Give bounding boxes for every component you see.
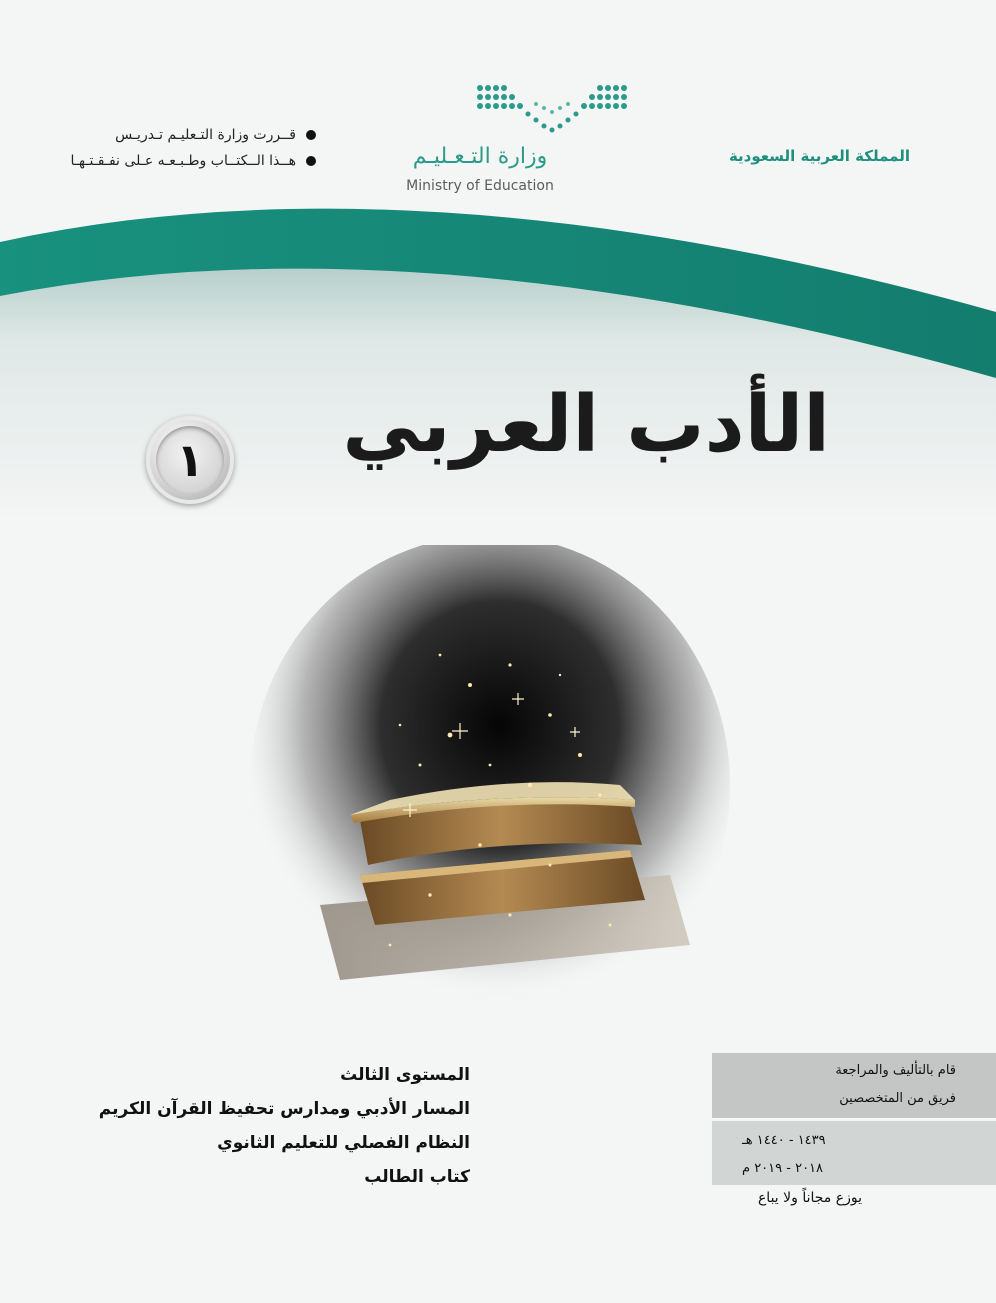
notice-line — [16, 148, 316, 174]
volume-number: ١ — [156, 426, 224, 494]
ministry-logo-icon — [472, 80, 632, 140]
notice-line — [16, 122, 316, 148]
free-distribution-note: يوزع مجاناً ولا يباع — [757, 1190, 862, 1206]
authored-by-label: قام بالتأليف والمراجعة — [835, 1063, 956, 1078]
ministry-name-english: Ministry of Education — [406, 178, 554, 194]
notice-line-2-text: هــذا الــكتــاب وطـبـعـه عـلى نفـقـتـهـا — [70, 153, 296, 169]
bullet-icon — [306, 130, 316, 140]
kingdom-name: المملكة العربية السعودية — [728, 147, 910, 165]
bullet-icon — [306, 156, 316, 166]
authorship-panel — [712, 1053, 996, 1185]
book-title: الأدب العربي — [342, 380, 830, 470]
volume-badge — [146, 416, 234, 504]
year-box — [712, 1121, 996, 1185]
level-label: المستوى الثالث — [340, 1065, 470, 1085]
authorship-box — [712, 1053, 996, 1118]
year-gregorian: ٢٠١٨ - ٢٠١٩ م — [742, 1161, 824, 1176]
track-label: المسار الأدبي ومدارس تحفيظ القرآن الكريم — [98, 1099, 470, 1119]
system-label: النظام الفصلي للتعليم الثانوي — [217, 1133, 470, 1153]
team-label: فريق من المتخصصين — [839, 1091, 956, 1106]
books-illustration — [250, 545, 730, 1045]
course-info — [60, 1058, 470, 1194]
ministry-name-arabic: وزارة التـعـليـم — [412, 144, 548, 169]
publication-notice — [16, 122, 316, 174]
book-type-label: كتاب الطالب — [364, 1167, 470, 1187]
notice-line-1-text: قــررت وزارة التـعليـم تـدريـس — [115, 127, 296, 143]
year-hijri: ١٤٣٩ - ١٤٤٠ هـ — [742, 1133, 826, 1148]
